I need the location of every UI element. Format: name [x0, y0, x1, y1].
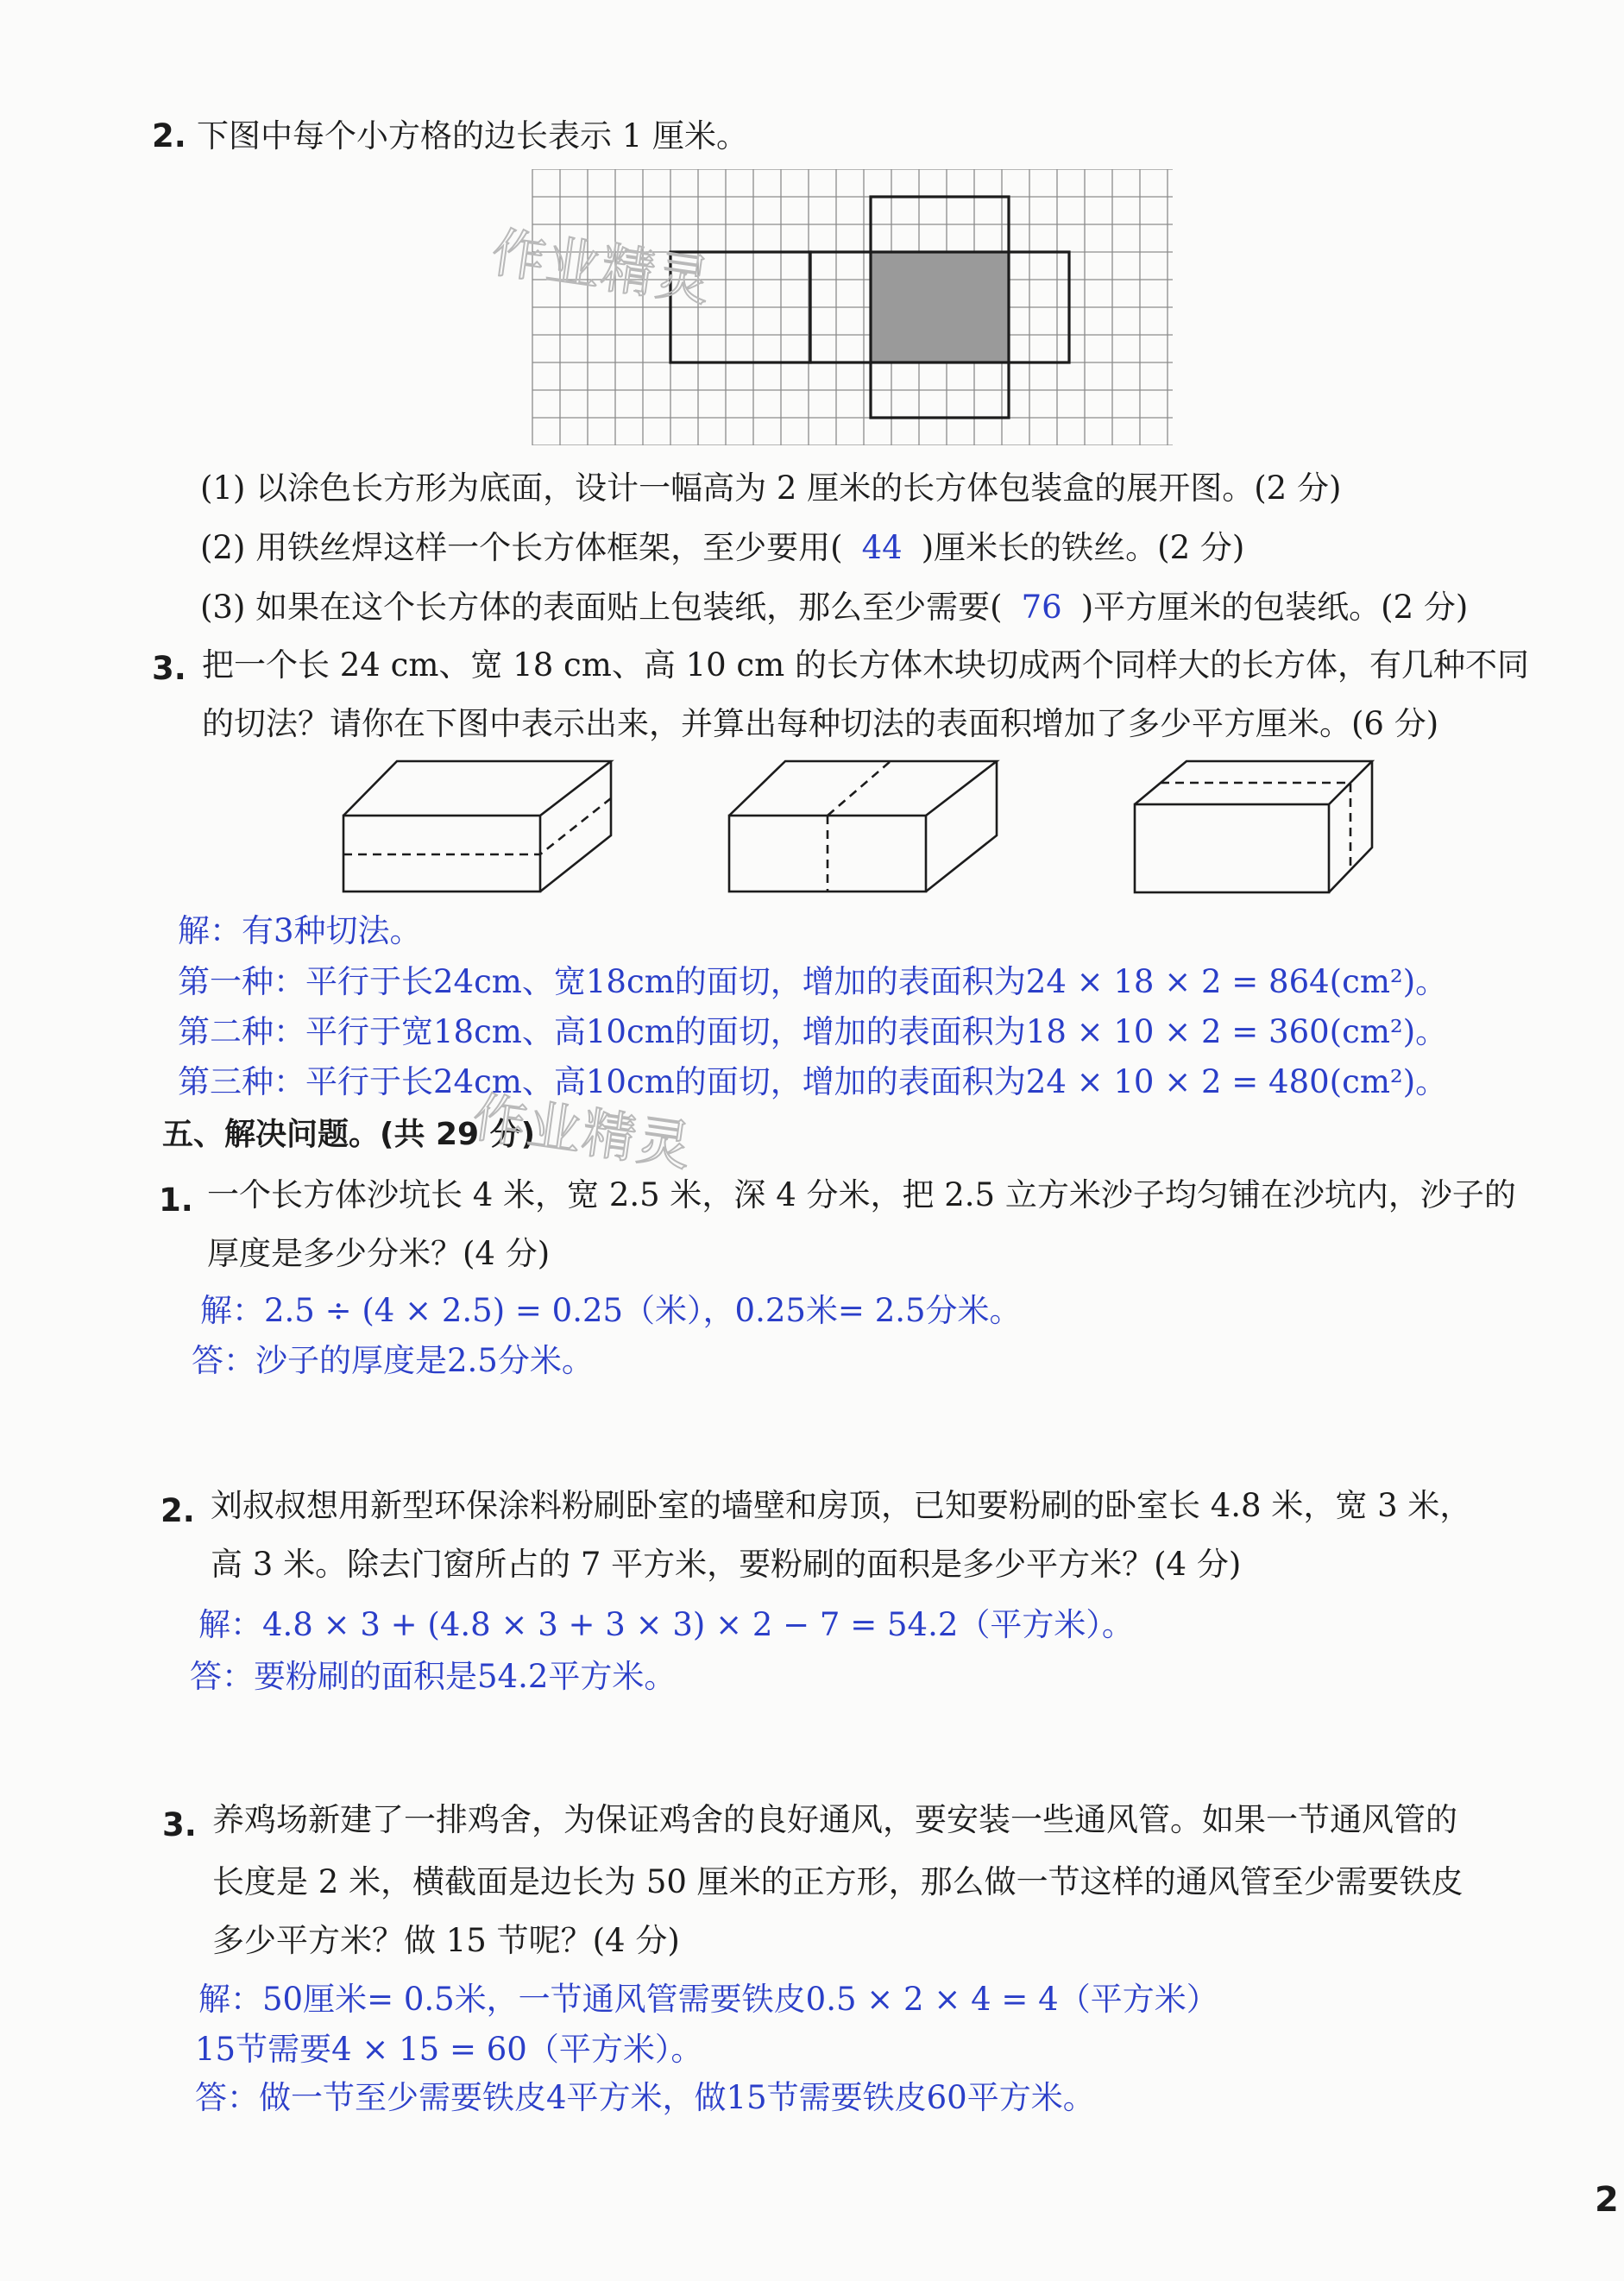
box-1	[343, 761, 611, 892]
solution-line: 解：50厘米= 0.5米，一节通风管需要铁皮0.5 × 2 × 4 = 4（平方米）	[198, 1981, 1218, 2018]
question-number: 1.	[159, 1181, 193, 1219]
question-text: 厚度是多少分米？(4 分)	[207, 1235, 551, 1272]
answer-line: 答：沙子的厚度是2.5分米。	[192, 1342, 594, 1379]
answer-blank: 44	[861, 529, 903, 566]
question-text: 长度是 2 米，横截面是边长为 50 厘米的正方形，那么做一节这样的通风管至少需要铁皮	[212, 1863, 1463, 1900]
question-number: 3.	[162, 1806, 197, 1843]
box-figures	[337, 751, 1424, 898]
question-number: 2.	[152, 117, 186, 154]
answer-blank: 76	[1021, 589, 1062, 626]
solution-line: 解：2.5 ÷ (4 × 2.5) = 0.25（米），0.25米= 2.5分米。	[200, 1292, 1022, 1329]
shaded-base	[871, 252, 1009, 362]
box-2	[729, 761, 997, 892]
question-text: 下图中每个小方格的边长表示 1 厘米。	[197, 117, 749, 154]
solution-line: 第二种：平行于宽18cm、高10cm的面切，增加的表面积为18 × 10 × 2 = 360(cm²)。	[178, 1013, 1448, 1050]
section-heading: 五、解决问题。(共 29 分)	[162, 1117, 536, 1152]
question-text: 养鸡场新建了一排鸡舍，为保证鸡舍的良好通风，要安装一些通风管。如果一节通风管的	[212, 1801, 1457, 1838]
question-number: 3.	[152, 650, 186, 687]
box-3	[1135, 761, 1372, 892]
question-text: 高 3 米。除去门窗所占的 7 平方米，要粉刷的面积是多少平方米？(4 分)	[211, 1546, 1242, 1583]
question-text: 多少平方米？做 15 节呢？(4 分)	[212, 1922, 680, 1959]
page-number: 2	[1595, 2180, 1619, 2220]
solution-line: 解：4.8 × 3 + (4.8 × 3 + 3 × 3) × 2 − 7 = 54.2（平方米）。	[198, 1606, 1134, 1643]
question-text: 的切法？请你在下图中表示出来，并算出每种切法的表面积增加了多少平方厘米。(6 分)	[202, 705, 1439, 742]
question-text: 把一个长 24 cm、宽 18 cm、高 10 cm 的长方体木块切成两个同样大的长方体，有几种不同	[202, 646, 1529, 684]
subquestion-2: (2) 用铁丝焊这样一个长方体框架，至少要用( 44 )厘米长的铁丝。(2 分)	[200, 529, 1245, 566]
question-text: 一个长方体沙坑长 4 米，宽 2.5 米，深 4 分米，把 2.5 立方米沙子均匀铺在沙坑内，沙子的	[207, 1176, 1516, 1213]
question-number: 2.	[161, 1492, 195, 1529]
solution-line: 15节需要4 × 15 = 60（平方米）。	[195, 2031, 703, 2068]
watermark: 作业精灵	[488, 220, 716, 314]
subquestion-1: (1) 以涂色长方形为底面，设计一幅高为 2 厘米的长方体包装盒的展开图。(2 分)	[200, 469, 1342, 507]
grid-figure	[531, 169, 1178, 445]
solution-line: 解：有3种切法。	[178, 912, 422, 949]
solution-line: 第一种：平行于长24cm、宽18cm的面切，增加的表面积为24 × 18 × 2 = 864(cm²)。	[178, 963, 1448, 1000]
solution-line: 第三种：平行于长24cm、高10cm的面切，增加的表面积为24 × 10 × 2 = 480(cm²)。	[178, 1063, 1448, 1100]
subquestion-3: (3) 如果在这个长方体的表面贴上包装纸，那么至少需要( 76 )平方厘米的包装纸。(2 分)	[200, 589, 1469, 626]
answer-line: 答：做一节至少需要铁皮4平方米，做15节需要铁皮60平方米。	[195, 2079, 1095, 2116]
watermark: 作业精灵	[469, 1085, 697, 1179]
answer-line: 答：要粉刷的面积是54.2平方米。	[190, 1658, 677, 1695]
question-text: 刘叔叔想用新型环保涂料粉刷卧室的墙壁和房顶，已知要粉刷的卧室长 4.8 米，宽 3 米，	[211, 1487, 1472, 1524]
